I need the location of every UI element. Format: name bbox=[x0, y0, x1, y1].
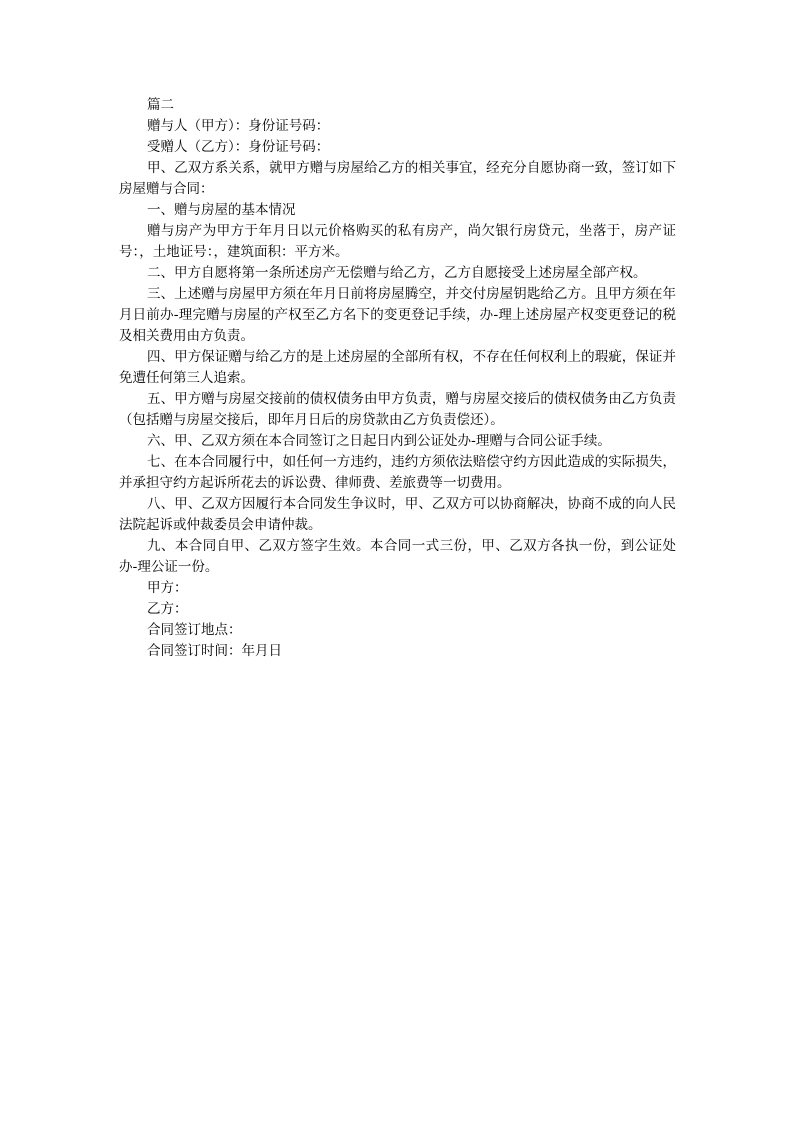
signing-time: 合同签订时间：年月日 bbox=[147, 643, 282, 659]
contract-body bbox=[119, 95, 676, 662]
donee-line: 受赠人（乙方）：身份证号码： bbox=[147, 139, 330, 155]
clause-3: 三、上述赠与房屋甲方须在年月日前将房屋腾空，并交付房屋钥匙给乙方。且甲方须在年月日前办-理完赠与房屋的产权至乙方名下的变更登记手续，办-理上述房屋产权变更登记的税及相关费用由方负责。 bbox=[119, 286, 676, 344]
clause-8: 八、甲、乙双方因履行本合同发生争议时，甲、乙双方可以协商解决，协商不成的向人民法院起诉或仲裁委员会申请仲裁。 bbox=[119, 496, 676, 533]
clause-4: 四、甲方保证赠与给乙方的是上述房屋的全部所有权，不存在任何权利上的瑕疵，保证并免遭任何第三人追索。 bbox=[119, 349, 676, 386]
signing-place: 合同签订地点： bbox=[147, 622, 242, 638]
donor-line: 赠与人（甲方）：身份证号码： bbox=[147, 118, 330, 134]
clause-5: 五、甲方赠与房屋交接前的债权债务由甲方负责，赠与房屋交接后的债权债务由乙方负责（包括赠与房屋交接后，即年月日后的房贷款由乙方负责偿还）。 bbox=[119, 391, 676, 428]
section1-body: 赠与房产为甲方于年月日以元价格购买的私有房产，尚欠银行房贷元，坐落于，房产证号：，土地证号：，建筑面积：平方米。 bbox=[119, 223, 676, 260]
section-heading: 篇二 bbox=[147, 97, 174, 113]
party-b-signature: 乙方： bbox=[147, 601, 188, 617]
section1-title: 一、赠与房屋的基本情况 bbox=[147, 202, 296, 218]
clause-7: 七、在本合同履行中，如任何一方违约，违约方须依法赔偿守约方因此造成的实际损失，并承担守约方起诉所花去的诉讼费、律师费、差旅费等一切费用。 bbox=[119, 454, 676, 491]
clause-9: 九、本合同自甲、乙双方签字生效。本合同一式三份，甲、乙双方各执一份，到公证处办-理公证一份。 bbox=[119, 538, 676, 575]
clause-2: 二、甲方自愿将第一条所述房产无偿赠与给乙方，乙方自愿接受上述房屋全部产权。 bbox=[147, 265, 647, 281]
intro-paragraph: 甲、乙双方系关系，就甲方赠与房屋给乙方的相关事宜，经充分自愿协商一致，签订如下房屋赠与合同： bbox=[119, 160, 676, 197]
clause-6: 六、甲、乙双方须在本合同签订之日起日内到公证处办-理赠与合同公证手续。 bbox=[147, 433, 611, 449]
party-a-signature: 甲方： bbox=[147, 580, 188, 596]
